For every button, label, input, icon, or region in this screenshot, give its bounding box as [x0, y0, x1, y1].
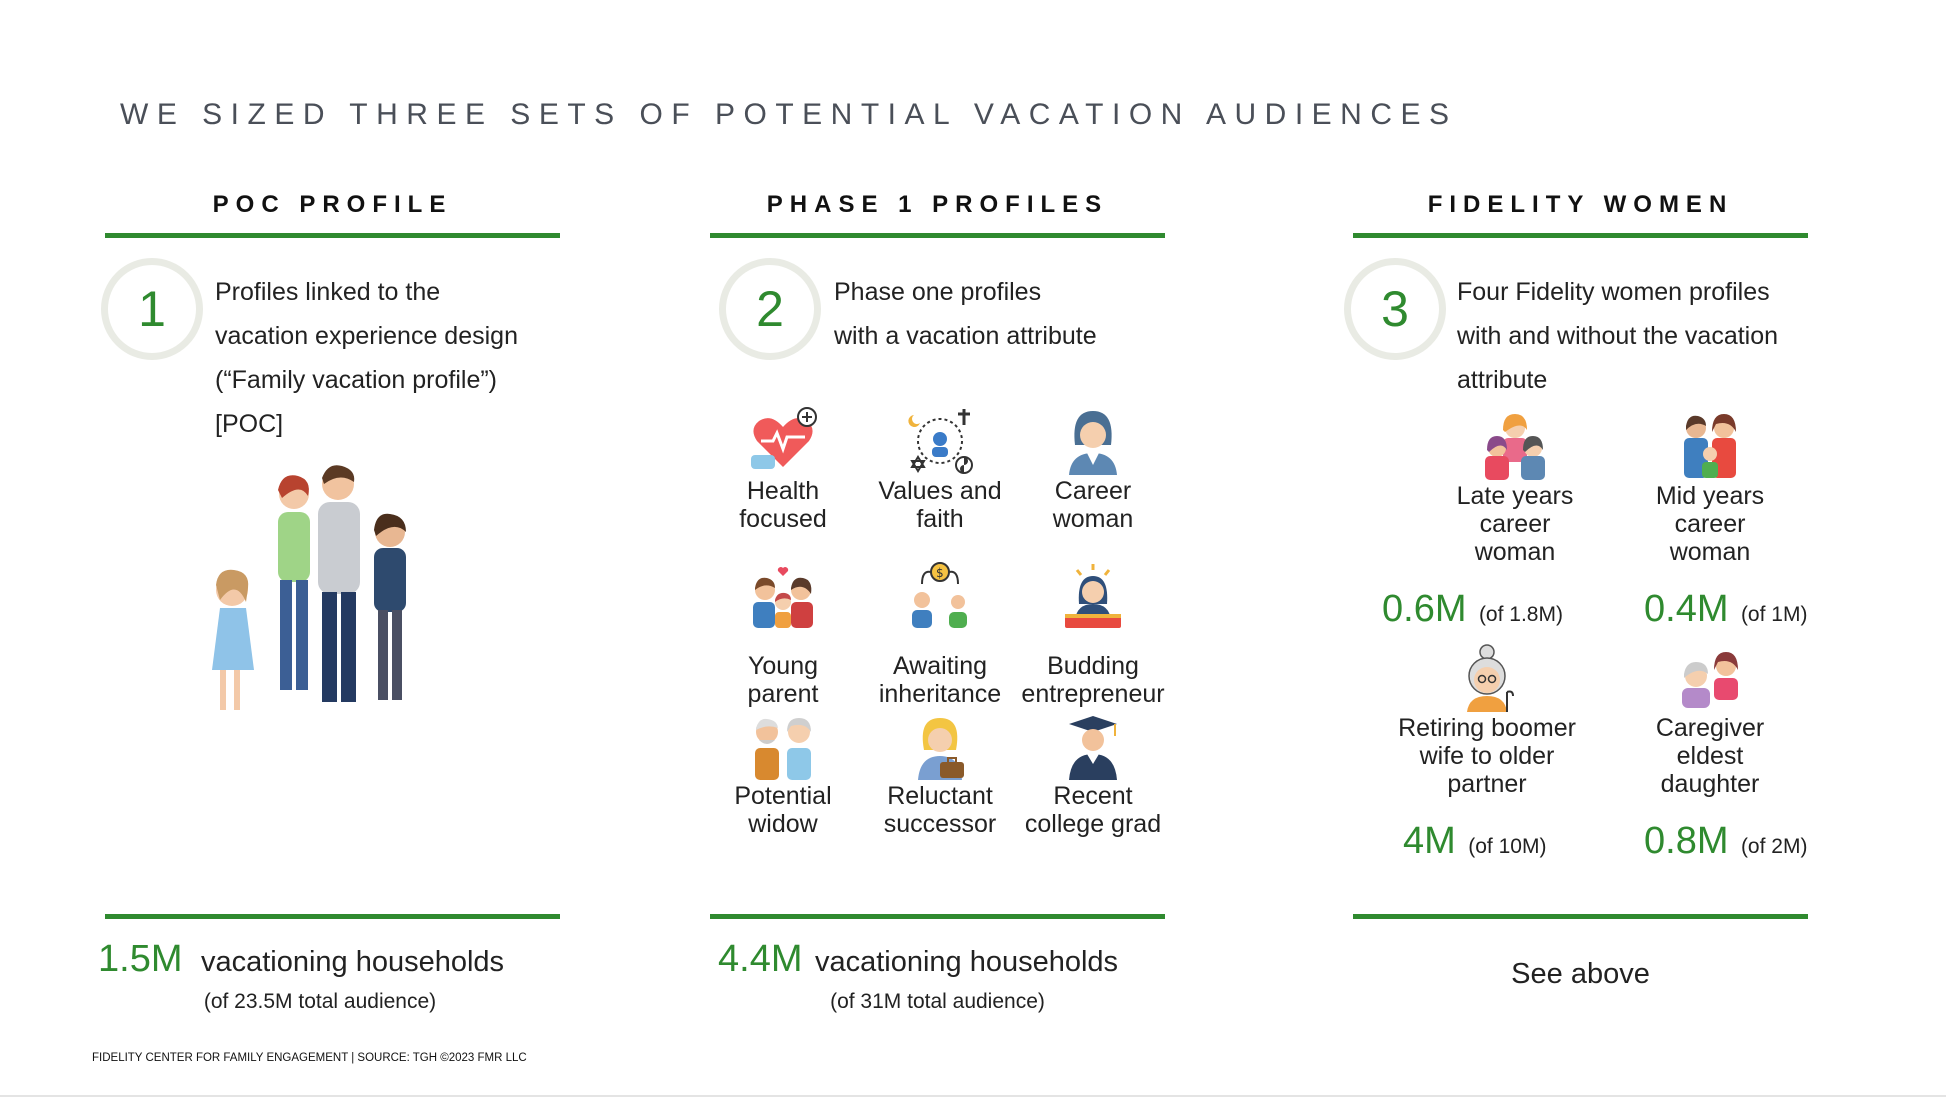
caregiver-icon: [1674, 642, 1746, 714]
profile-potential-widow: Potential widow: [708, 710, 858, 838]
elderly-couple-icon: [747, 710, 819, 782]
phase1-summary: [718, 938, 1118, 981]
phase1-header-rule: [710, 233, 1165, 238]
retiring-boomer-value: 4M: [1403, 820, 1456, 862]
family-group-icon: [1674, 410, 1746, 482]
profile-retiring-boomer-wife: Retiring boomer wife to older partner: [1382, 642, 1592, 798]
profile-caregiver-eldest-daughter: Caregiver eldest daughter: [1630, 642, 1790, 798]
faith-symbols-icon: [904, 405, 976, 477]
poc-summary-text: vacationing households: [200, 946, 505, 978]
late-years-of: (of 1.8M): [1478, 603, 1563, 626]
number-badge-3: 3: [1344, 258, 1446, 360]
phase1-summary-text: vacationing households: [814, 946, 1119, 978]
late-years-stat: [1382, 588, 1563, 631]
poc-summary: [98, 938, 504, 981]
phase1-profiles-header: PHASE 1 PROFILES: [766, 191, 1109, 218]
profile-recent-college-grad: Recent college grad: [1018, 710, 1168, 838]
caregiver-value: 0.8M: [1644, 820, 1729, 862]
footer-divider: [0, 1095, 1946, 1097]
profile-awaiting-inheritance: $ Awaiting inheritance: [865, 560, 1015, 708]
poc-bottom-rule: [105, 914, 560, 919]
number-badge-2: 2: [719, 258, 821, 360]
young-family-icon: [747, 560, 819, 632]
profile-reluctant-successor: Reluctant successor: [865, 710, 1015, 838]
poc-summary-sub: (of 23.5M total audience): [203, 990, 437, 1013]
poc-summary-value: 1.5M: [98, 938, 183, 980]
phase1-description: Phase one profiles with a vacation attribute: [834, 278, 1097, 350]
caregiver-of: (of 2M): [1740, 835, 1808, 858]
graduate-icon: [1057, 710, 1129, 782]
mid-years-value: 0.4M: [1644, 588, 1729, 630]
phase1-bottom-rule: [710, 914, 1165, 919]
heart-health-icon: [747, 405, 819, 477]
slide-title: WE SIZED THREE SETS OF POTENTIAL VACATION AUDIENCES: [120, 98, 1458, 131]
number-badge-1: 1: [101, 258, 203, 360]
profile-mid-years-career-woman: Mid years career woman: [1630, 410, 1790, 566]
profile-late-years-career-woman: Late years career woman: [1435, 410, 1595, 566]
entrepreneur-icon: [1057, 560, 1129, 632]
profile-career-woman: Career woman: [1018, 405, 1168, 533]
svg-text:$: $: [936, 566, 944, 580]
phase1-summary-sub: (of 31M total audience): [830, 990, 1045, 1013]
women-description: Four Fidelity women profiles with and without the vacation attribute: [1457, 278, 1779, 394]
caregiver-stat: [1644, 820, 1807, 863]
late-years-value: 0.6M: [1382, 588, 1467, 630]
women-summary-text: See above: [1511, 958, 1650, 990]
poc-header-rule: [105, 233, 560, 238]
profile-health-focused: Health focused: [708, 405, 858, 533]
women-header-rule: [1353, 233, 1808, 238]
retiring-boomer-of: (of 10M): [1468, 835, 1547, 858]
mid-years-of: (of 1M): [1740, 603, 1808, 626]
poc-profile-header: POC PROFILE: [212, 191, 453, 218]
profile-budding-entrepreneur: Budding entrepreneur: [1018, 560, 1168, 708]
profile-young-parent: Young parent: [708, 560, 858, 708]
career-woman-icon: [1057, 405, 1129, 477]
phase1-summary-value: 4.4M: [718, 938, 803, 980]
footer-source: FIDELITY CENTER FOR FAMILY ENGAGEMENT | SOURCE: TGH ©2023 FMR LLC: [92, 1052, 527, 1064]
grandmother-icon: [1451, 642, 1523, 714]
three-women-icon: [1479, 410, 1551, 482]
mid-years-stat: [1644, 588, 1807, 631]
women-bottom-rule: [1353, 914, 1808, 919]
retiring-boomer-stat: [1403, 820, 1546, 863]
successor-icon: [904, 710, 976, 782]
family-illustration: [190, 460, 430, 730]
fidelity-women-header: FIDELITY WOMEN: [1427, 191, 1734, 218]
profile-values-and-faith: Values and faith: [865, 405, 1015, 533]
inheritance-icon: [904, 560, 976, 632]
poc-description: Profiles linked to the vacation experience design (“Family vacation profile”) [POC]: [215, 278, 518, 438]
